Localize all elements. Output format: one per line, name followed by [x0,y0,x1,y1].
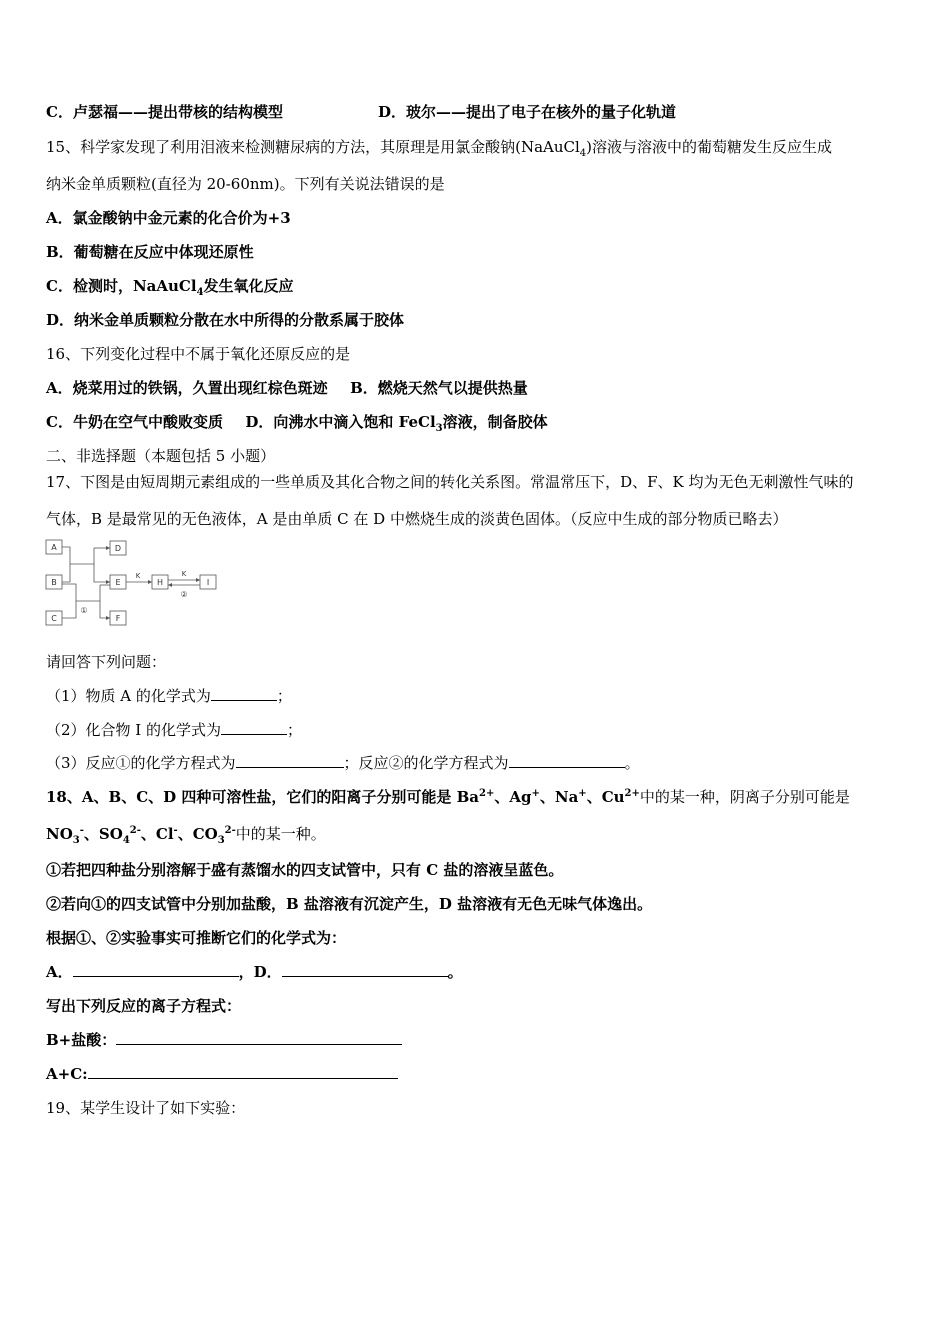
q15-option-b: B．葡萄糖在反应中体现还原性 [46,243,254,261]
q18-equation-1: B+盐酸： [46,1030,402,1050]
q17-stem-line2: 气体，B 是最常见的无色液体，A 是由单质 C 在 D 中燃烧生成的淡黄色固体。（反应中生成的部分物质已略去） [46,510,788,528]
q18-statement-1: ①若把四种盐分别溶解于盛有蒸馏水的四支试管中，只有 C 盐的溶液呈蓝色。 [46,861,564,879]
q17-part2: （2）化合物 I 的化学式为 ； [46,721,303,739]
label-i: I [206,578,210,587]
q18-statement-3: 根据①、②实验事实可推断它们的化学式为： [46,929,347,947]
answer-blank[interactable] [116,1030,402,1045]
label-reaction-1: ① [80,606,88,615]
q18-equation-2: A+C: [46,1064,398,1084]
q17-stem-line1: 17、下图是由短周期元素组成的一些单质及其化合物之间的转化关系图。常温常压下，D、F、K 均为无色无刺激性气味的 [46,473,854,491]
q16-options-cd: C．牛奶在空气中酸败变质 D．向沸水中滴入饱和 FeCl$_3$溶液，制备胶体 [46,413,548,434]
answer-blank[interactable] [221,720,287,735]
section-heading: 二、非选择题（本题包括 5 小题） [46,447,276,465]
q15-option-c: C．检测时，NaAuCl$_4$发生氧化反应 [46,277,294,298]
q18-stem-line1: 18、A、B、C、D 四种可溶性盐，它们的阳离子分别可能是 $Ba^{2+}$、Ag+、Na+、$Cu^{2+}$中的某一种，阴离子分别可能是 [46,788,850,806]
reaction-diagram [44,538,224,630]
label-f: F [115,614,121,623]
label-h: H [156,578,164,587]
label-b: B [51,578,57,587]
q14-option-d: D．玻尔——提出了电子在核外的量子化轨道 [378,103,677,121]
q17-part3: （3）反应①的化学方程式为 ；反应②的化学方程式为 。 [46,754,640,772]
q16-options-ab: A．烧菜用过的铁锅，久置出现红棕色斑迹 B．燃烧天然气以提供热量 [46,379,528,397]
answer-blank[interactable] [236,753,344,768]
q14-option-c: C．卢瑟福——提出带核的结构模型 [46,103,283,121]
q17-ask: 请回答下列问题： [46,653,167,671]
q18-ion-eq-heading: 写出下列反应的离子方程式： [46,997,242,1015]
q17-part1: （1）物质 A 的化学式为 ； [46,687,292,705]
label-d: D [114,544,122,553]
q19-stem: 19、某学生设计了如下实验： [46,1099,246,1117]
label-k-2: K [181,570,187,578]
q15-stem-line1: 15、科学家发现了利用泪液来检测糖尿病的方法，其原理是用氯金酸钠(NaAuCl$_4$)溶液与溶液中的葡萄糖发生反应生成 [46,138,833,159]
label-reaction-2: ② [180,590,188,599]
answer-blank[interactable] [509,753,625,768]
label-e: E [115,578,121,587]
q15-stem-line2: 纳米金单质颗粒(直径为 20-60nm)。下列有关说法错误的是 [46,175,445,193]
answer-blank[interactable] [282,962,448,977]
q15-option-d: D．纳米金单质颗粒分散在水中所得的分散系属于胶体 [46,311,405,329]
q15-option-a: A．氯金酸钠中金元素的化合价为+3 [46,209,291,227]
label-k-1: K [135,572,141,580]
answer-blank[interactable] [211,686,277,701]
label-a: A [51,543,57,552]
q18-answers: A． ，D． 。 [46,963,463,981]
answer-blank[interactable] [88,1064,398,1079]
label-c: C [51,614,57,623]
answer-blank[interactable] [73,962,239,977]
q18-stem-line2: $NO_3^-$、$SO_4^{2-}$、Cl-、$CO_3^{2-}$中的某一种。 [46,825,326,846]
q18-statement-2: ②若向①的四支试管中分别加盐酸，B 盐溶液有沉淀产生，D 盐溶液有无色无味气体逸出。 [46,895,653,913]
q16-stem: 16、下列变化过程中不属于氧化还原反应的是 [46,345,351,363]
